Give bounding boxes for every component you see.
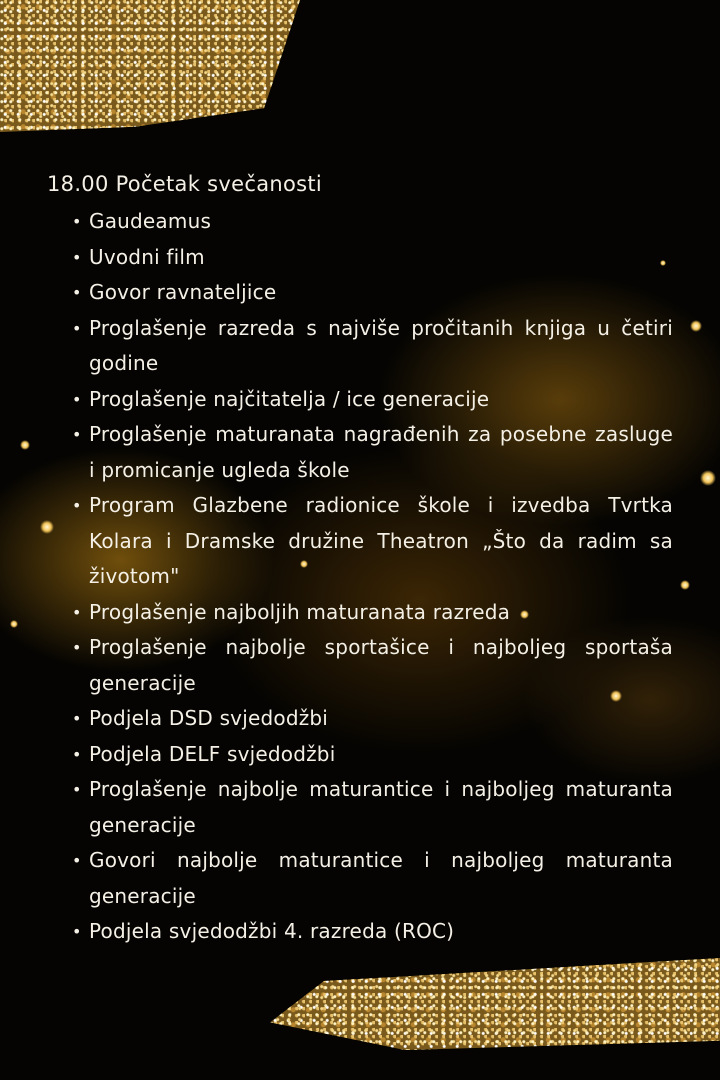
program-item: • Proglašenje razreda s najviše pročitanih knjiga u četiri godine	[89, 311, 673, 382]
sparkle	[20, 440, 30, 450]
program-item: • Govor ravnateljice	[89, 275, 673, 311]
sparkle	[690, 320, 702, 332]
program-item: • Govori najbolje maturantice i najboljeg maturanta generacije	[89, 843, 673, 914]
program-item: • Proglašenje najbolje maturantice i najboljeg maturanta generacije	[89, 772, 673, 843]
sparkle	[10, 620, 18, 628]
program-content	[47, 170, 673, 950]
program-item: • Gaudeamus	[89, 204, 673, 240]
program-item: • Proglašenje najbolje sportašice i najboljeg sportaša generacije	[89, 630, 673, 701]
program-list	[47, 204, 673, 950]
program-item: • Proglašenje maturanata nagrađenih za posebne zasluge i promicanje ugleda škole	[89, 417, 673, 488]
program-item: • Program Glazbene radionice škole i izvedba Tvrtka Kolara i Dramske družine Theatron „Što da radim sa životom"	[89, 488, 673, 595]
program-item: • Proglašenje najčitatelja / ice generacije	[89, 382, 673, 418]
program-start-time: 18.00 Početak svečanosti	[47, 172, 323, 196]
program-item: • Uvodni film	[89, 240, 673, 276]
program-item: • Podjela DELF svjedodžbi	[89, 737, 673, 773]
program-item: • Podjela svjedodžbi 4. razreda (ROC)	[89, 914, 673, 950]
program-item: • Proglašenje najboljih maturanata razreda	[89, 595, 673, 631]
sparkle	[700, 470, 716, 486]
sparkle	[680, 580, 690, 590]
program-item: • Podjela DSD svjedodžbi	[89, 701, 673, 737]
